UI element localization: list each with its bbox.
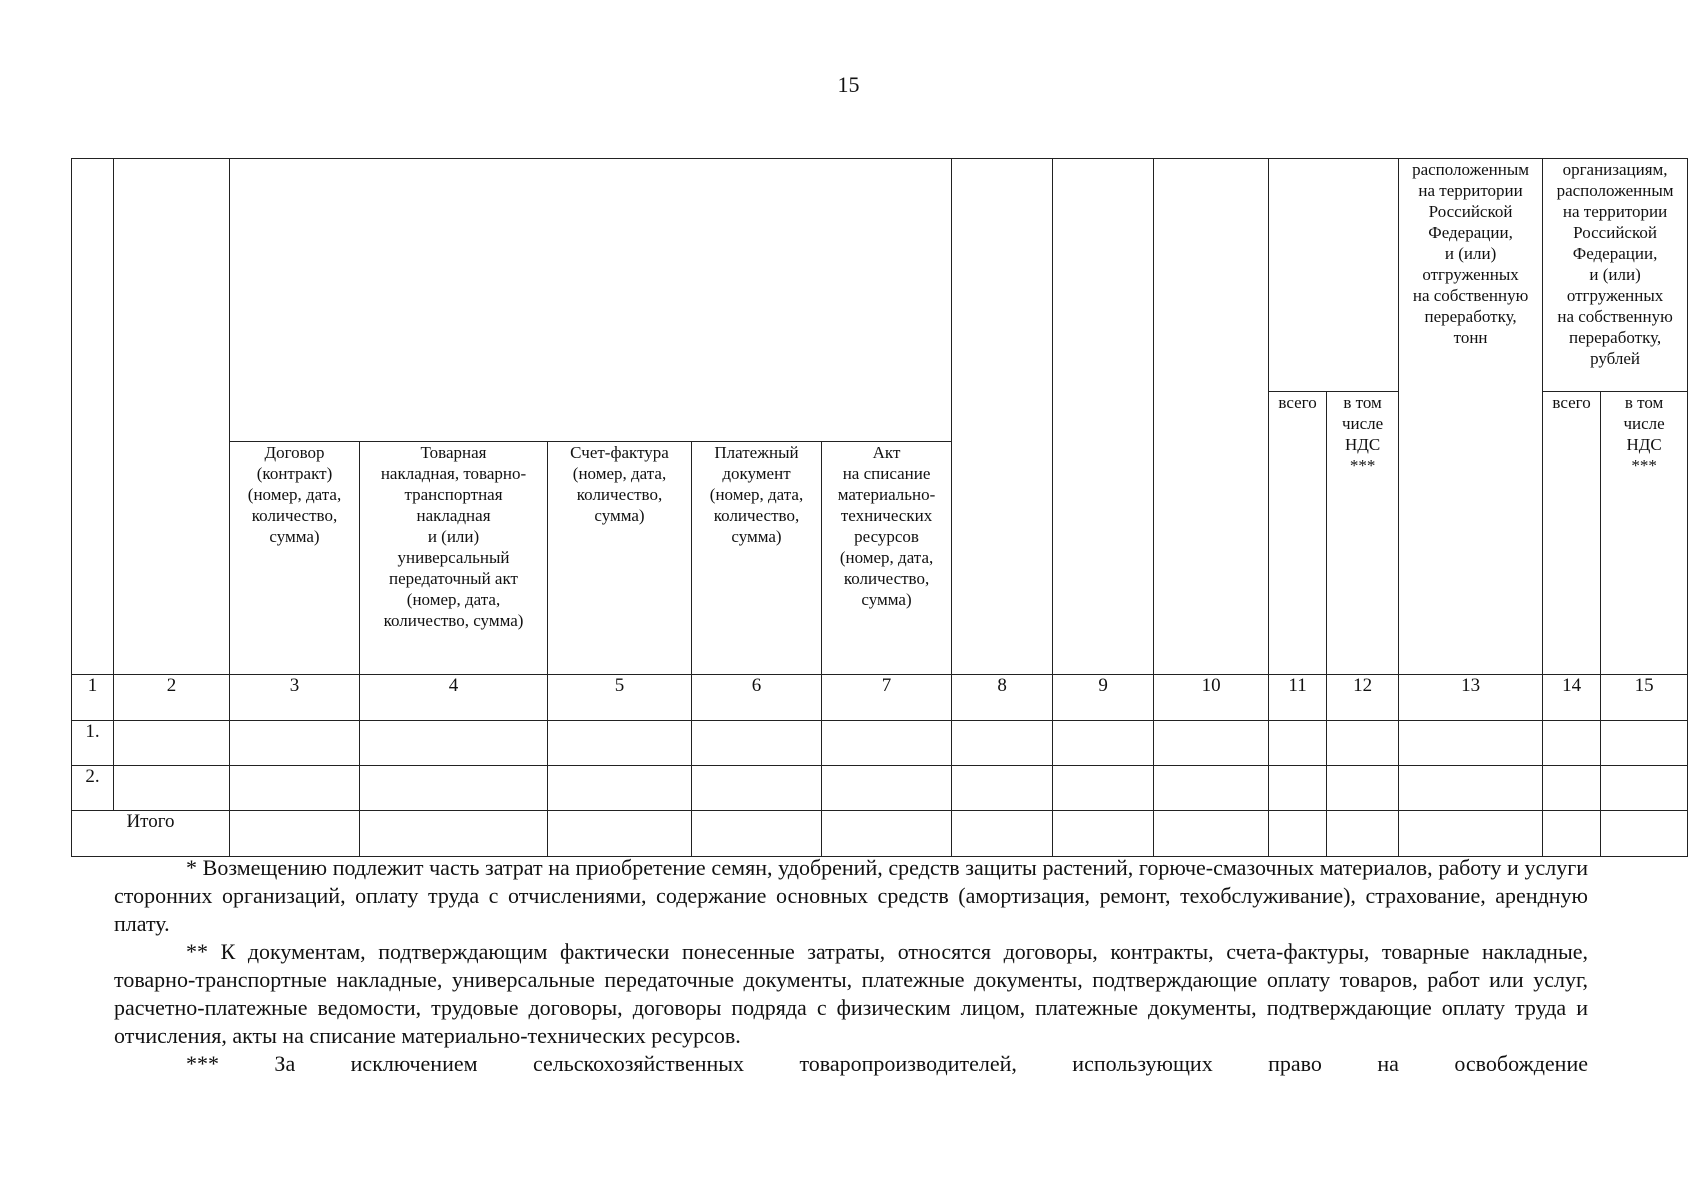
table-cell <box>1601 721 1688 766</box>
column-number: 3 <box>230 675 360 721</box>
header-documents-group <box>230 159 952 442</box>
total-label: Итого <box>72 811 230 857</box>
cost-documents-table <box>71 158 1688 857</box>
column-number: 6 <box>692 675 822 721</box>
table-cell <box>692 811 822 857</box>
column-number: 7 <box>822 675 952 721</box>
header-waybill-text: Товарная накладная, товарно- транспортная накладная и (или) универсальный передаточный акт (номер, дата, количество, сумма) <box>380 443 527 630</box>
column-number: 4 <box>360 675 548 721</box>
header-col-11-text: всего <box>1278 393 1317 412</box>
header-col-11-total <box>1269 392 1327 675</box>
header-writeoff-text: Акт на списание материально- технических ресурсов (номер, дата, количество, сумма) <box>837 443 936 609</box>
total-row <box>72 811 1688 857</box>
footnote-1: * Возмещению подлежит часть затрат на приобретение семян, удобрений, средств защиты растений, горюче-смазочных материалов, работу и услуги сторонних организаций, оплату труда с отчислениями, содержание основных средств (амортизация, ремонт, техобслуживание), страхование, арендную плату. <box>114 855 1588 936</box>
column-number: 15 <box>1601 675 1688 721</box>
table-cell <box>1543 766 1601 811</box>
footnote-2: ** К документам, подтверждающим фактически понесенные затраты, относятся договоры, контракты, счета-фактуры, товарные накладные, товарно-транспортные накладные, универсальные передаточные документы, платежные документы, подтверждающие оплату товаров, работ или услуг, расчетно-платежные ведомости, трудовые договоры, договоры подряда с физическим лицом, платежные документы, подтверждающие оплату труда и отчисления, акты на списание материально-технических ресурсов. <box>114 939 1588 1048</box>
footnotes <box>114 854 1588 1078</box>
header-col-4 <box>360 442 548 675</box>
header-col-15-vat <box>1601 392 1688 675</box>
table-cell <box>1154 811 1269 857</box>
header-col-13 <box>1399 159 1543 675</box>
row-number: 2. <box>72 766 114 811</box>
column-number: 9 <box>1053 675 1154 721</box>
header-col-13-text: расположенным на территории Российской Федерации, и (или) отгруженных на собственную переработку, тонн <box>1412 160 1530 347</box>
table-cell <box>692 766 822 811</box>
header-payment-text: Платежный документ (номер, дата, количество, сумма) <box>709 443 804 546</box>
table-cell <box>1399 811 1543 857</box>
table-cell <box>548 811 692 857</box>
table-cell <box>1601 811 1688 857</box>
table-cell <box>360 811 548 857</box>
row-number: 1. <box>72 721 114 766</box>
header-col-14-text: всего <box>1552 393 1591 412</box>
column-number: 1 <box>72 675 114 721</box>
header-invoice-text: Счет-фактура (номер, дата, количество, сумма) <box>570 443 669 525</box>
table-cell <box>230 766 360 811</box>
table-cell <box>1269 811 1327 857</box>
table-cell <box>548 721 692 766</box>
table-row <box>72 721 1688 766</box>
table-cell <box>360 721 548 766</box>
column-number: 5 <box>548 675 692 721</box>
table-cell <box>952 766 1053 811</box>
column-number: 8 <box>952 675 1053 721</box>
header-col-8 <box>952 159 1053 675</box>
table-cell <box>1543 721 1601 766</box>
header-col-6 <box>692 442 822 675</box>
table-cell <box>1154 766 1269 811</box>
column-numbers-row <box>72 675 1688 721</box>
header-col-10 <box>1154 159 1269 675</box>
table-cell <box>1053 811 1154 857</box>
table-cell <box>1543 811 1601 857</box>
table-cell <box>1399 766 1543 811</box>
header-col-2 <box>114 159 230 675</box>
table-cell <box>1053 766 1154 811</box>
table-cell <box>1327 721 1399 766</box>
table-cell <box>1399 721 1543 766</box>
table-row <box>72 766 1688 811</box>
header-col-9 <box>1053 159 1154 675</box>
column-number: 12 <box>1327 675 1399 721</box>
table-cell <box>1154 721 1269 766</box>
table-cell <box>230 811 360 857</box>
table-cell <box>1053 721 1154 766</box>
table-cell <box>822 811 952 857</box>
table-cell <box>1601 766 1688 811</box>
header-col-3 <box>230 442 360 675</box>
table-cell <box>692 721 822 766</box>
header-group-14-15 <box>1543 159 1688 392</box>
column-number: 2 <box>114 675 230 721</box>
table-cell <box>952 811 1053 857</box>
table-cell <box>114 766 230 811</box>
header-col-7 <box>822 442 952 675</box>
table-cell <box>1269 721 1327 766</box>
table-cell <box>952 721 1053 766</box>
footnote-3: *** За исключением сельскохозяйственных товаропроизводителей, использующих право на освобождение <box>186 1051 1588 1076</box>
table-cell <box>1269 766 1327 811</box>
header-col-12-text: в том числе НДС *** <box>1341 393 1384 475</box>
table-cell <box>822 766 952 811</box>
table-cell <box>822 721 952 766</box>
table-cell <box>230 721 360 766</box>
table-cell <box>1327 766 1399 811</box>
table-cell <box>548 766 692 811</box>
table-cell <box>114 721 230 766</box>
table-cell <box>360 766 548 811</box>
column-number: 11 <box>1269 675 1327 721</box>
page-number: 15 <box>837 72 860 97</box>
table-cell <box>1327 811 1399 857</box>
header-contract-text: Договор (контракт) (номер, дата, количество, сумма) <box>247 443 342 546</box>
header-col-12-vat <box>1327 392 1399 675</box>
column-number: 14 <box>1543 675 1601 721</box>
header-col-1 <box>72 159 114 675</box>
header-col-14-total <box>1543 392 1601 675</box>
header-group-14-15-text: организациям, расположенным на территории Российской Федерации, и (или) отгруженных на собственную переработку, рублей <box>1556 160 1674 368</box>
column-number: 10 <box>1154 675 1269 721</box>
header-col-5 <box>548 442 692 675</box>
column-number: 13 <box>1399 675 1543 721</box>
header-group-11-12 <box>1269 159 1399 392</box>
header-col-15-text: в том числе НДС *** <box>1623 393 1665 475</box>
